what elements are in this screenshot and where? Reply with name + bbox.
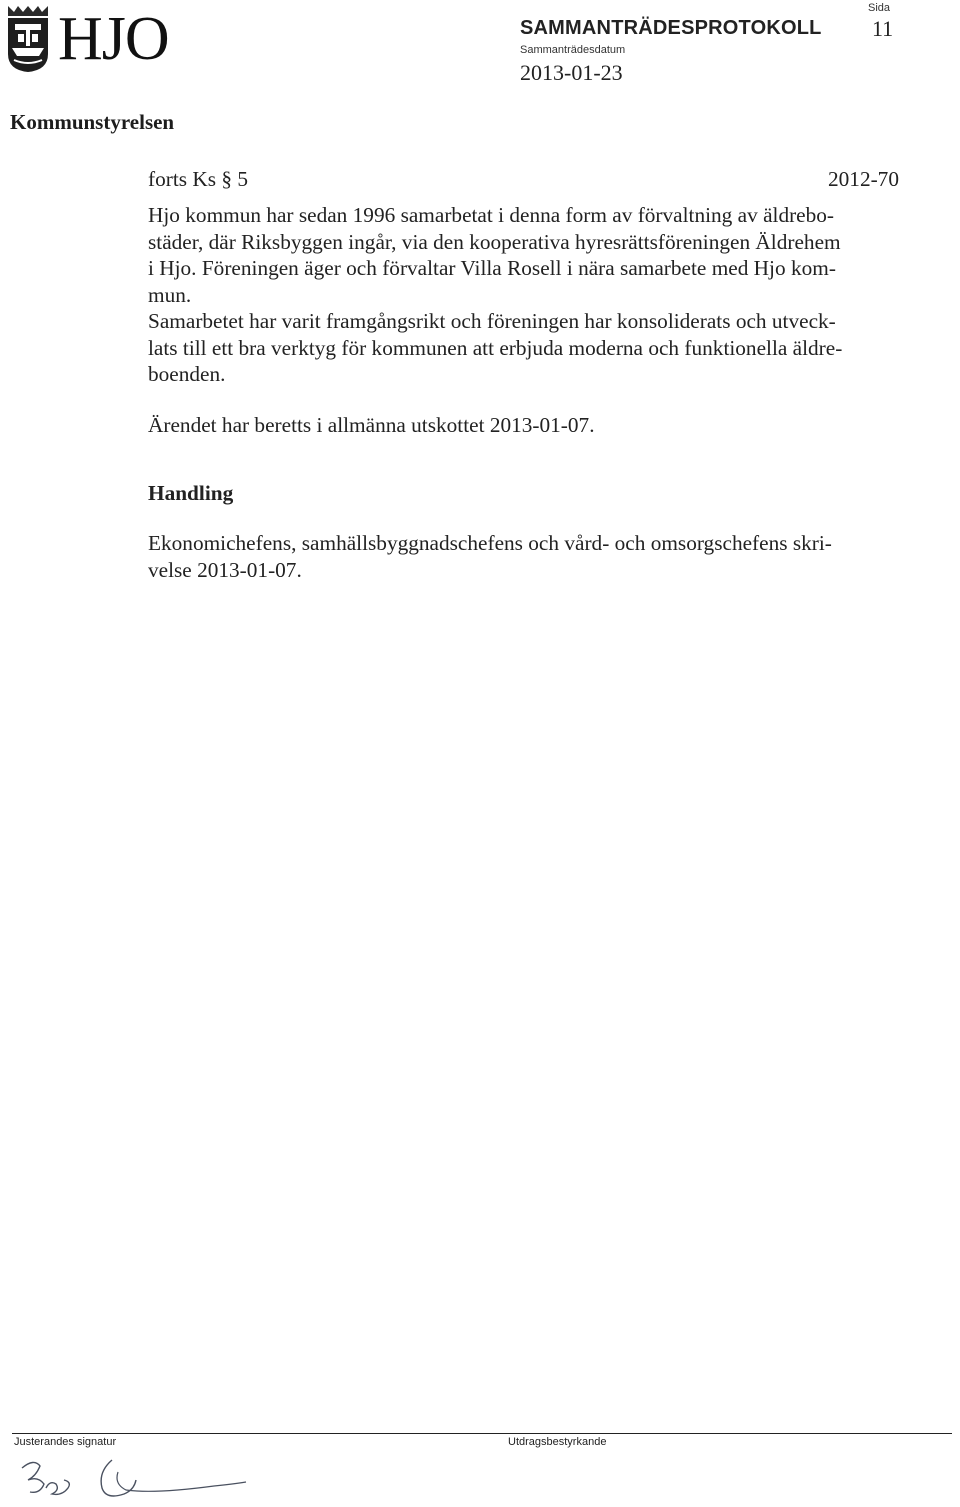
text-line: velse 2013-01-07. — [148, 557, 302, 582]
adjuster-signature-label: Justerandes signatur — [14, 1436, 117, 1448]
document-title: SAMMANTRÄDESPROTOKOLL — [520, 17, 822, 39]
meeting-date-value: 2013-01-23 — [520, 60, 623, 85]
text-line: Ekonomichefens, samhällsbyggnadschefens och vård- och omsorgschefens skri- — [148, 531, 832, 555]
meeting-date-label: Sammanträdesdatum — [520, 44, 626, 56]
extract-certification-label: Utdragsbestyrkande — [508, 1436, 607, 1448]
text-line: i Hjo. Föreningen äger och förvaltar Villa Rosell i nära samarbete med Hjo kom- — [148, 256, 836, 280]
case-number: 2012-70 — [828, 167, 899, 191]
text-line: Hjo kommun har sedan 1996 samarbetat i denna form av förvaltning av äldrebo- — [148, 203, 835, 227]
municipality-logo — [6, 2, 196, 82]
page-number: 11 — [872, 16, 894, 41]
text-line: mun. — [148, 282, 192, 307]
crest-icon — [6, 4, 50, 74]
paragraph-document — [148, 530, 908, 583]
section-heading: Handling — [148, 481, 234, 505]
paragraph-background — [148, 202, 908, 388]
section-reference: forts Ks § 5 — [148, 167, 248, 191]
text-line: städer, där Riksbyggen ingår, via den kooperativa hyresrättsföreningen Äldrehem — [148, 229, 841, 254]
footer-divider — [12, 1433, 952, 1434]
page-label: Sida — [868, 2, 891, 14]
text-line: lats till ett bra verktyg för kommunen att erbjuda moderna och funktionella äldre- — [148, 335, 843, 360]
paragraph-preparation: Ärendet har beretts i allmänna utskottet 2013-01-07. — [148, 413, 595, 437]
handwritten-signature — [14, 1450, 254, 1506]
logo-text: HJO — [58, 5, 169, 73]
text-line: Samarbetet har varit framgångsrikt och föreningen har konsoliderats och utveck- — [148, 309, 836, 333]
organization-name: Kommunstyrelsen — [10, 110, 175, 134]
text-line: boenden. — [148, 362, 226, 386]
